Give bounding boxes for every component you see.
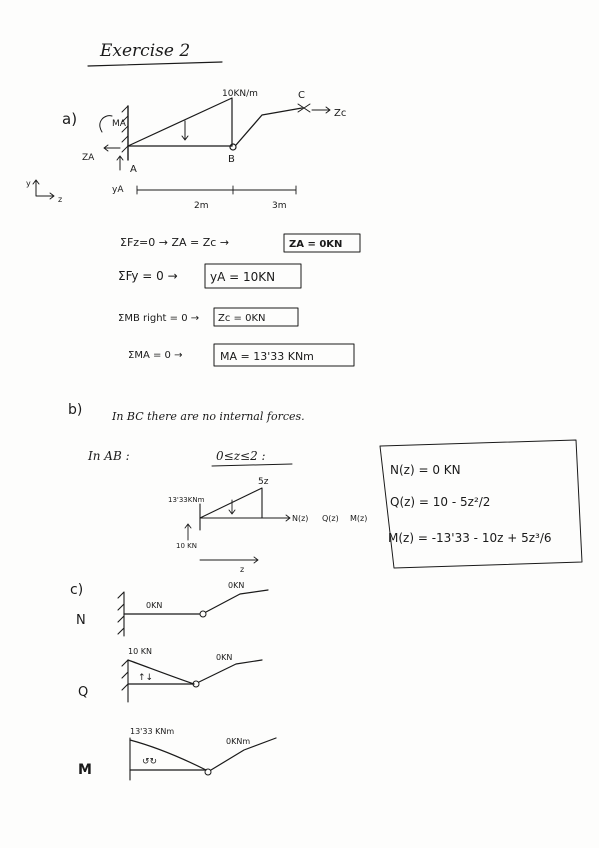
m-hinge	[205, 769, 211, 775]
fbd-n-label: N(z)	[292, 514, 309, 523]
in-ab-label: In AB :	[88, 449, 130, 463]
eq3-result: Zc = 0KN	[218, 313, 266, 324]
eq1-result: ZA = 0KN	[289, 239, 343, 250]
n-diagram	[118, 590, 268, 636]
fbd-z-arrow	[200, 557, 258, 563]
range-underline	[212, 464, 292, 466]
fbd-m-label: M(z)	[350, 514, 368, 523]
title-underline	[88, 62, 222, 66]
result-n: N(z) = 0 KN	[390, 463, 461, 477]
fbd-q-label: Q(z)	[322, 514, 339, 523]
n-beam-bc	[206, 590, 268, 612]
ya-label: yA	[112, 185, 124, 195]
q-diagram-label: Q	[78, 685, 89, 700]
beam-structure	[122, 98, 310, 160]
m-diagram-label: M	[78, 762, 92, 778]
range-label: 0≤z≤2 :	[216, 449, 266, 463]
ma-arrow	[100, 116, 112, 132]
axes-icon	[33, 180, 54, 199]
n-bc-value: 0KN	[228, 581, 245, 590]
fbd-load-label: 5z	[258, 477, 269, 487]
fbd-moment-label: 13'33KNm	[168, 496, 205, 504]
fbd-n-arrow	[262, 515, 290, 521]
m-sign: ↺↻	[142, 757, 158, 767]
eq3-text: ΣMB right = 0 →	[118, 313, 200, 324]
fbd-z-label: z	[240, 565, 245, 574]
eq2-result: yA = 10KN	[210, 270, 276, 284]
n-diagram-label: N	[76, 613, 86, 628]
q-top-value: 10 KN	[128, 647, 152, 656]
node-c-label: C	[298, 90, 305, 101]
dim-bc-label: 3m	[272, 201, 287, 211]
m-top-value: 13'33 KNm	[130, 727, 175, 736]
q-beam-bc	[199, 660, 262, 682]
fbd-force-label: 10 KN	[176, 542, 197, 550]
n-wall	[118, 592, 124, 636]
axis-y-label: y	[26, 179, 31, 188]
wall-hatch	[122, 106, 128, 152]
eq2-text: ΣFy = 0 →	[118, 269, 178, 283]
m-bc-value: 0KNm	[226, 737, 251, 746]
result-q: Q(z) = 10 - 5z²/2	[390, 495, 491, 509]
q-wall	[122, 660, 128, 702]
ma-label: MA	[112, 119, 126, 129]
fbd-load	[200, 488, 262, 518]
result-m: M(z) = -13'33 - 10z + 5z³/6	[388, 531, 552, 545]
za-arrow	[104, 145, 120, 151]
node-a-label: A	[130, 164, 137, 175]
part-b-label: b)	[68, 402, 83, 418]
za-label: ZA	[82, 153, 95, 163]
load-arrow	[182, 121, 188, 140]
eq4-result: MA = 13'33 KNm	[220, 350, 314, 363]
eq1-text: ΣFz=0 → ZA = Zc →	[120, 236, 230, 249]
eq4-text: ΣMA = 0 →	[128, 350, 183, 361]
axis-z-label: z	[58, 195, 63, 204]
n-ab-value: 0KN	[146, 601, 163, 610]
part-a-label: a)	[62, 110, 78, 128]
zc-arrow	[312, 107, 330, 113]
ya-arrow	[117, 156, 123, 170]
beam-bc	[236, 108, 302, 145]
dim-ab-label: 2m	[194, 201, 209, 211]
dimension-line	[137, 186, 296, 194]
n-hinge	[200, 611, 206, 617]
page-title: Exercise 2	[100, 41, 191, 61]
load-label: 10KN/m	[222, 89, 258, 99]
zc-label: Zc	[334, 108, 347, 119]
part-c-label: c)	[70, 582, 84, 598]
q-bc-value: 0KN	[216, 653, 233, 662]
triangular-load	[128, 98, 232, 146]
q-sign: ↑↓	[138, 673, 154, 683]
node-b-label: B	[228, 154, 235, 165]
part-b-statement: In BC there are no internal forces.	[112, 410, 305, 423]
fbd-force-arrow	[185, 524, 191, 540]
hinge-b	[230, 144, 236, 150]
